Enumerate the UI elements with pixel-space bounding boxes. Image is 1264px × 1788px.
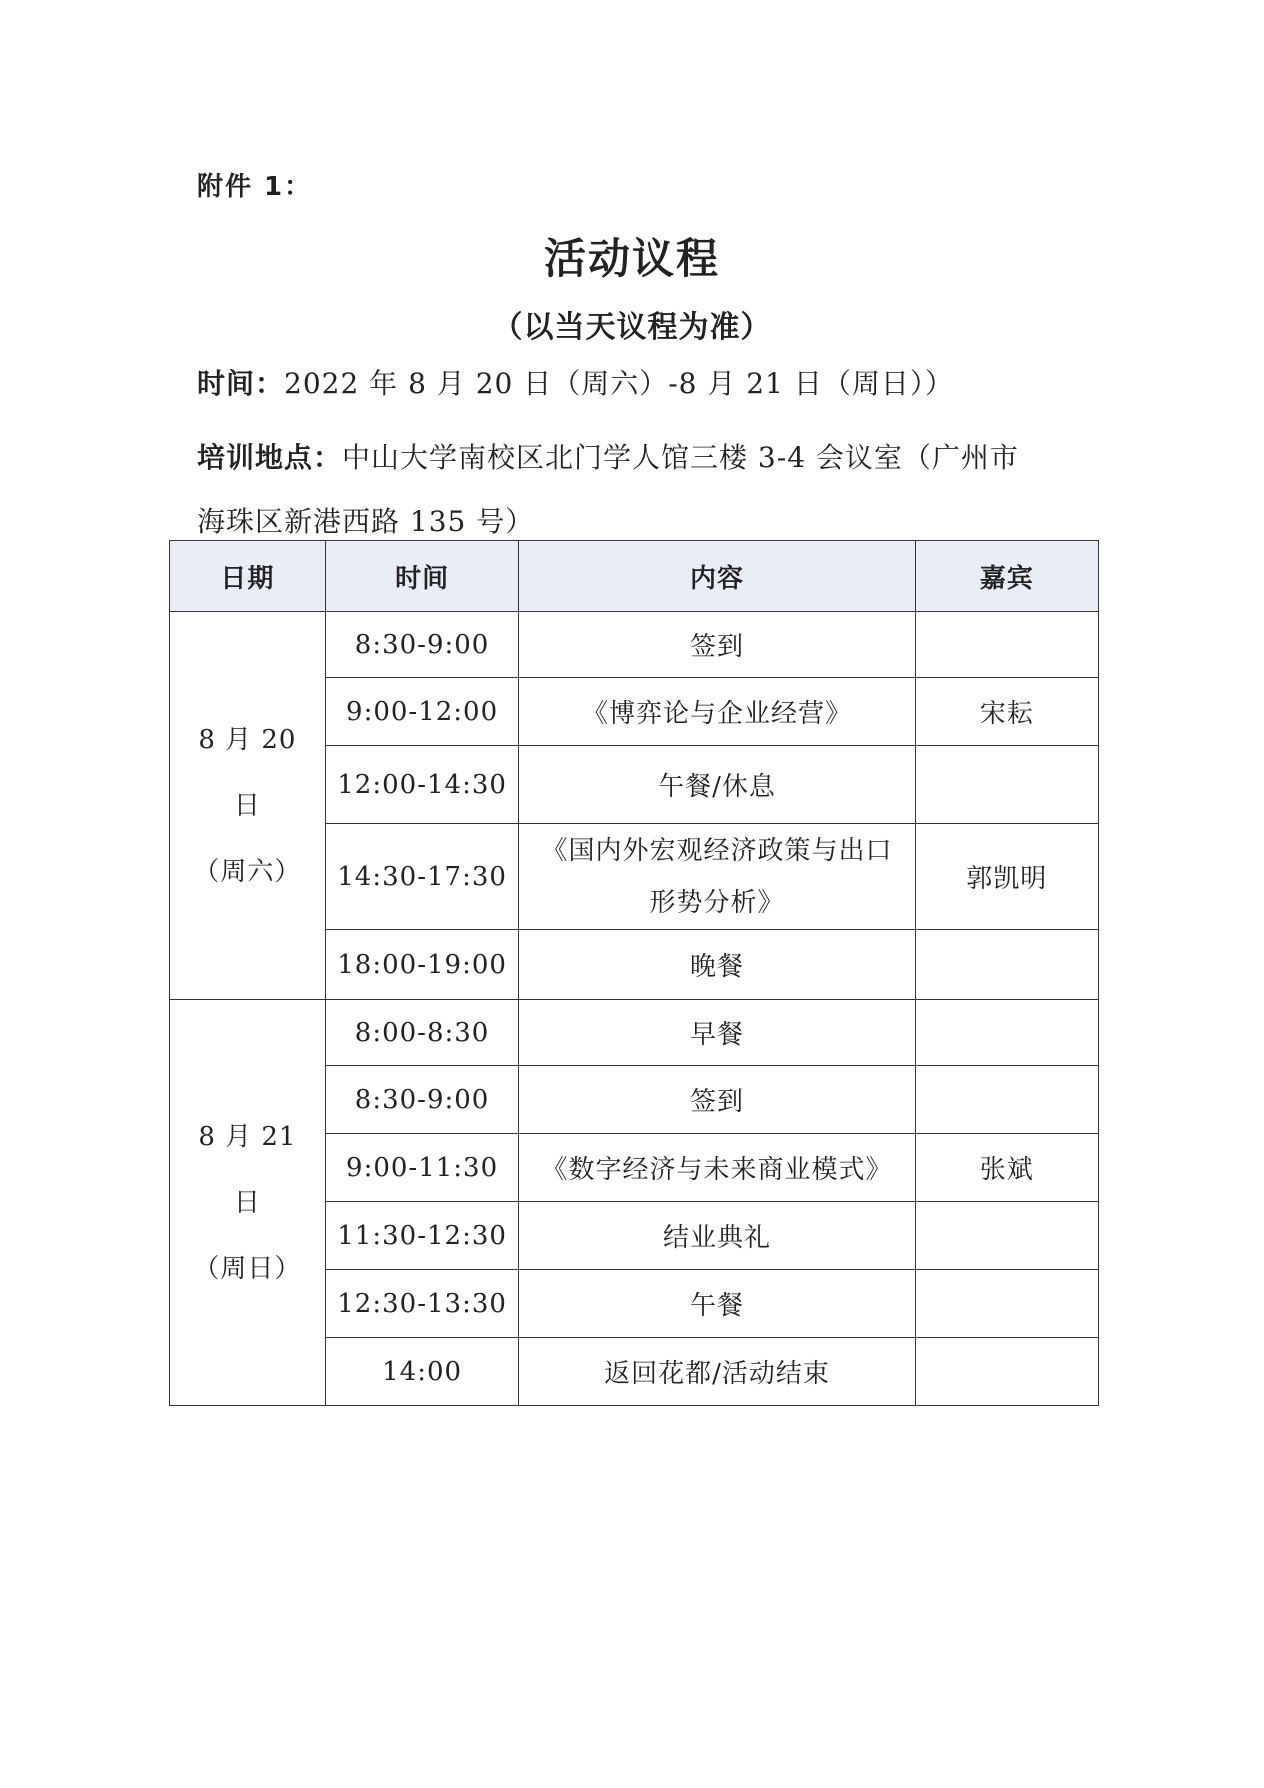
- date-line: 8 月 20: [198, 724, 297, 755]
- content-cell-multiline: [519, 824, 915, 930]
- time-label: 时间：: [197, 367, 285, 400]
- header-time: 时间: [325, 541, 519, 612]
- time-cell: 9:00-11:30: [325, 1134, 519, 1202]
- guest-cell: [915, 1270, 1098, 1338]
- guest-cell: 宋耘: [915, 678, 1098, 746]
- agenda-table: [169, 540, 1099, 1406]
- location-info: [197, 436, 1019, 476]
- time-cell: 12:00-14:30: [325, 746, 519, 824]
- header-content: 内容: [519, 541, 915, 612]
- guest-cell: [915, 1202, 1098, 1270]
- time-info: [197, 362, 954, 402]
- location-value-line1: 中山大学南校区北门学人馆三楼 3-4 会议室（广州市: [342, 441, 1019, 474]
- table-row: [170, 612, 1099, 678]
- location-label: 培训地点：: [197, 441, 343, 474]
- guest-cell: 郭凯明: [915, 824, 1098, 930]
- time-cell: 8:00-8:30: [325, 1000, 519, 1066]
- guest-cell: 张斌: [915, 1134, 1098, 1202]
- content-cell: 晚餐: [519, 930, 915, 1000]
- guest-cell: [915, 746, 1098, 824]
- time-cell: 9:00-12:00: [325, 678, 519, 746]
- date-line: 日: [233, 790, 261, 821]
- guest-cell: [915, 612, 1098, 678]
- date-line: 日: [233, 1187, 261, 1218]
- time-cell: 14:30-17:30: [325, 824, 519, 930]
- time-value: 2022 年 8 月 20 日（周六）-8 月 21 日（周日））: [284, 367, 954, 400]
- location-value-line2: 海珠区新港西路 135 号）: [197, 505, 535, 538]
- content-cell: 《博弈论与企业经营》: [519, 678, 915, 746]
- attachment-label: 附件 1：: [197, 172, 313, 202]
- content-cell: 签到: [519, 612, 915, 678]
- time-cell: 18:00-19:00: [325, 930, 519, 1000]
- content-cell: 返回花都/活动结束: [519, 1338, 915, 1406]
- time-cell: 8:30-9:00: [325, 612, 519, 678]
- time-cell: 14:00: [325, 1338, 519, 1406]
- content-cell: 结业典礼: [519, 1202, 915, 1270]
- date-cell-day1: [170, 612, 326, 1000]
- content-line: 《国内外宏观经济政策与出口: [541, 835, 893, 866]
- content-cell: 《数字经济与未来商业模式》: [519, 1134, 915, 1202]
- content-cell: 午餐/休息: [519, 746, 915, 824]
- table-row: [170, 1000, 1099, 1066]
- guest-cell: [915, 1066, 1098, 1134]
- time-cell: 12:30-13:30: [325, 1270, 519, 1338]
- guest-cell: [915, 930, 1098, 1000]
- time-cell: 11:30-12:30: [325, 1202, 519, 1270]
- header-guest: 嘉宾: [915, 541, 1098, 612]
- table-header-row: [170, 541, 1099, 612]
- content-cell: 签到: [519, 1066, 915, 1134]
- header-date: 日期: [170, 541, 326, 612]
- guest-cell: [915, 1338, 1098, 1406]
- date-cell-day2: [170, 1000, 326, 1406]
- date-line: 8 月 21: [198, 1121, 297, 1152]
- content-cell: 早餐: [519, 1000, 915, 1066]
- date-line: （周日）: [193, 1253, 302, 1284]
- date-line: （周六）: [193, 856, 302, 887]
- content-cell: 午餐: [519, 1270, 915, 1338]
- document-title: 活动议程: [543, 234, 720, 283]
- time-cell: 8:30-9:00: [325, 1066, 519, 1134]
- document-subtitle: （以当天议程为准）: [492, 310, 772, 345]
- guest-cell: [915, 1000, 1098, 1066]
- content-line: 形势分析》: [649, 887, 785, 918]
